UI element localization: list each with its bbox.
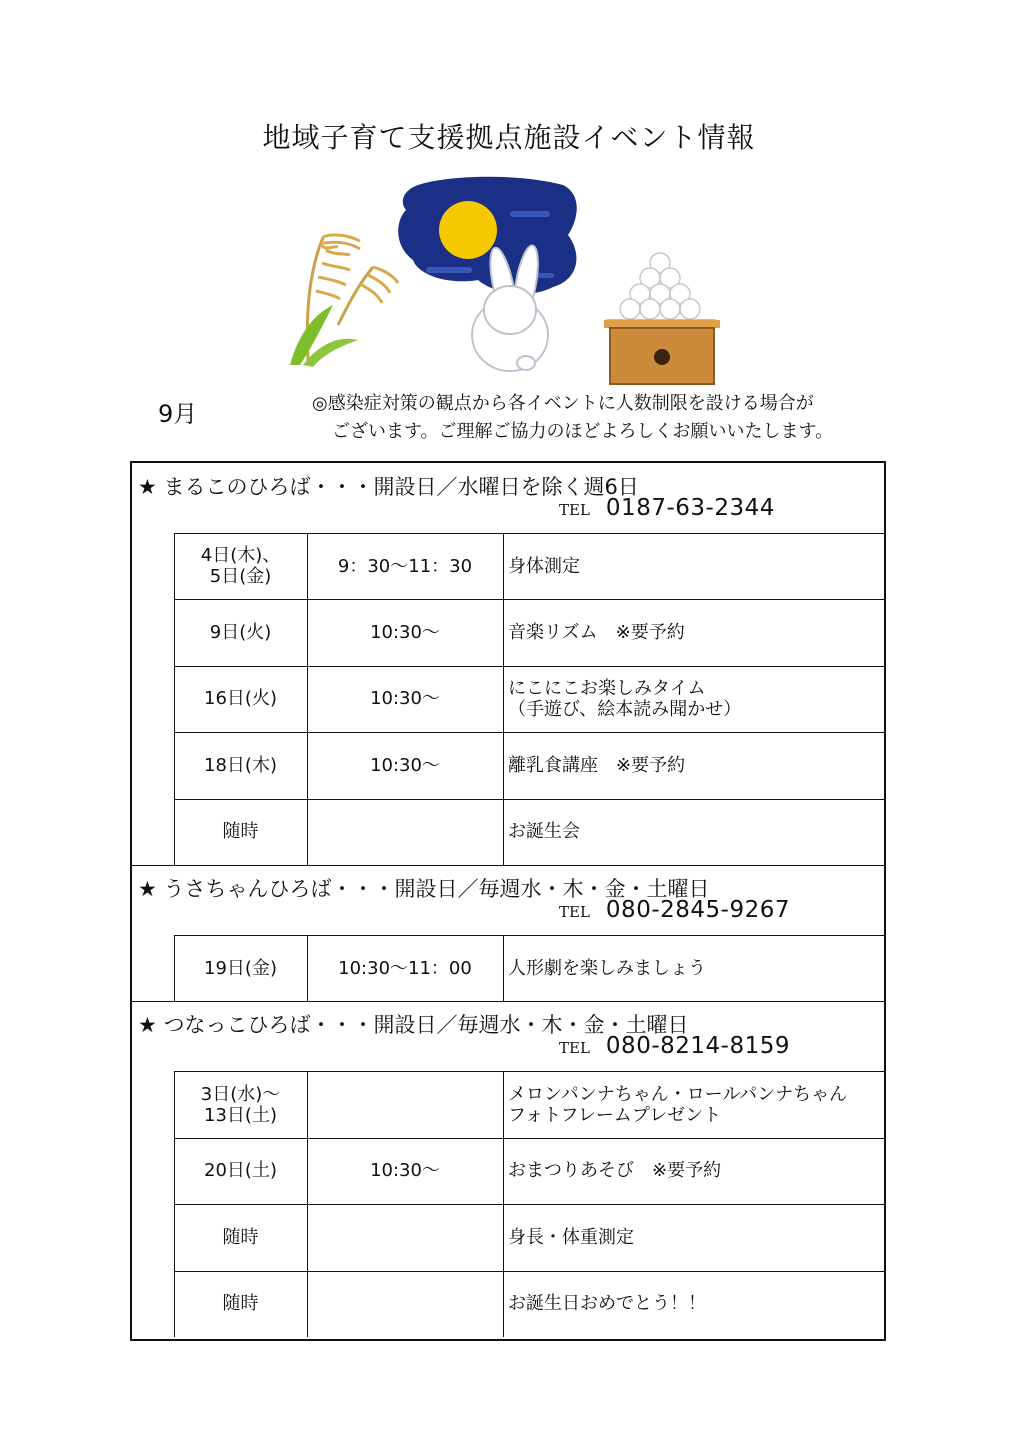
column-divider — [503, 935, 504, 1001]
event-description: メロンパンナちゃん・ロールパンナちゃん フォトフレームプレゼント — [508, 1083, 848, 1126]
page-title: 地域子育て支援拠点施設イベント情報 — [262, 121, 756, 154]
event-time — [307, 1204, 503, 1270]
event-date: 随時 — [222, 1293, 259, 1315]
event-description: お誕生会 — [508, 821, 580, 843]
column-divider — [503, 533, 504, 865]
phone-label: TEL — [559, 501, 590, 519]
event-time: 10:30～ — [370, 622, 440, 644]
facility-name: ★ つなっこひろば・・・開設日／毎週水・木・金・土曜日 — [138, 1013, 689, 1038]
month-label: 9月 — [158, 400, 198, 428]
phone-number: 080-8214-8159 — [605, 1033, 790, 1060]
column-divider — [307, 533, 308, 865]
facility-name: ★ まるこのひろば・・・開設日／水曜日を除く週6日 — [138, 475, 639, 499]
event-date: 3日(水)～ 13日(土) — [200, 1083, 281, 1126]
event-date: 随時 — [222, 1226, 259, 1248]
phone-label: TEL — [559, 903, 590, 921]
event-time: 10:30～11：00 — [338, 957, 472, 979]
susuki-grass-icon — [290, 235, 398, 367]
event-date: 19日(金) — [204, 957, 277, 979]
event-description: おまつりあそび ※要予約 — [508, 1160, 722, 1182]
facility-name: ★ うさちゃんひろば・・・開設日／毎週水・木・金・土曜日 — [138, 877, 710, 901]
facility-header — [132, 463, 884, 533]
event-time: 10:30～ — [370, 754, 440, 776]
facility-header — [132, 1001, 884, 1071]
notice — [312, 390, 912, 446]
event-description: 身長・体重測定 — [508, 1226, 634, 1248]
event-description: 音楽リズム ※要予約 — [508, 622, 685, 644]
notice-line: ございます。ご理解ご協力のほどよろしくお願いいたします。 — [332, 421, 834, 442]
facility-phone — [559, 897, 790, 923]
event-time: 10:30～ — [370, 1160, 440, 1182]
schedule-table — [130, 461, 886, 1341]
facility-phone — [559, 1033, 790, 1059]
event-date: 4日(木)、 5日(金) — [200, 545, 281, 588]
event-description: お誕生日おめでとう！！ — [508, 1293, 706, 1315]
event-time: 10:30～ — [370, 688, 440, 710]
column-divider — [307, 935, 308, 1001]
event-description: 人形劇を楽しみましょう — [508, 957, 706, 979]
column-divider — [307, 1071, 308, 1337]
phone-number: 080-2845-9267 — [605, 897, 790, 923]
column-divider — [174, 533, 175, 865]
event-date: 20日(土) — [204, 1160, 277, 1182]
event-description: 身体測定 — [508, 555, 580, 577]
column-divider — [174, 1071, 175, 1337]
tsukimi-dango-icon — [604, 253, 720, 384]
event-time — [307, 1271, 503, 1337]
event-time — [307, 1071, 503, 1137]
event-description: にこにこお楽しみタイム （手遊び、絵本読み聞かせ） — [508, 677, 742, 720]
phone-number: 0187-63-2344 — [605, 495, 775, 521]
tsukimi-illustration — [278, 175, 728, 390]
event-date: 9日(火) — [209, 622, 272, 644]
phone-label: TEL — [559, 1039, 590, 1058]
column-divider — [503, 1071, 504, 1337]
notice-line: ◎感染症対策の観点から各イベントに人数制限を設ける場合が — [312, 393, 814, 414]
event-date: 18日(木) — [204, 754, 277, 776]
event-description: 離乳食講座 ※要予約 — [508, 754, 686, 776]
event-date: 随時 — [222, 821, 259, 843]
facility-header — [132, 865, 884, 935]
full-moon-icon — [439, 201, 497, 259]
event-time: 9：30～11：30 — [337, 555, 473, 577]
event-time — [307, 799, 503, 865]
event-date: 16日(火) — [204, 688, 277, 710]
facility-phone — [559, 495, 775, 521]
column-divider — [174, 935, 175, 1001]
